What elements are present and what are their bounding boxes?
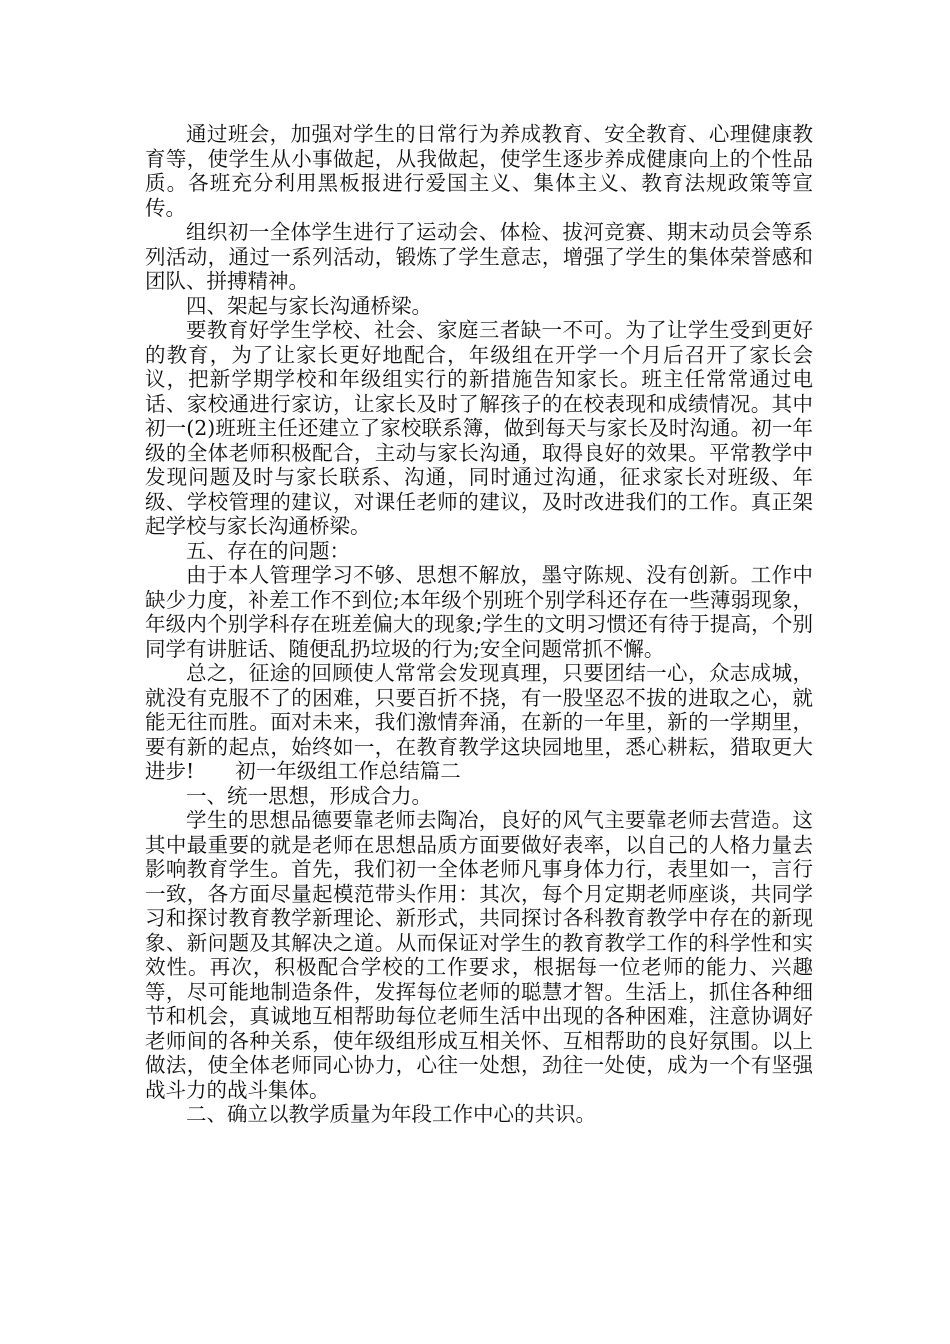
section-heading-teaching-quality: 二、确立以教学质量为年段工作中心的共识。 <box>186 1102 596 1126</box>
section-heading-problems: 五、存在的问题： <box>186 538 350 563</box>
paragraph-summary: 总之，征途的回顾使人常常会发现真理，只要团结一心，众志成城，就没有克服不了的困难，只要百折不挠，有一股坚忍不拔的进取之心，就能无往而胜。面对未来，我们激情奔涌，在新的一年里，新的一学期里，要有新的起点，始终如一，在教育教学这块园地里，悉心耕耘，猎取更大进步! 初一年级组工作总结篇二 <box>145 661 813 783</box>
section-heading-parent-communication: 四、架起与家长沟通桥梁。 <box>186 293 432 318</box>
paragraph-parent-communication: 要教育好学生学校、社会、家庭三者缺一不可。为了让学生受到更好的教育，为了让家长更好地配合，年级组在开学一个月后召开了家长会议，把新学期学校和年级组实行的新措施告知家长。班主任常常通过电话、家校通进行家访，让家长及时了解孩子的在校表现和成绩情况。其中初一(2)班班主任还建立了家校联系簿，做到每天与家长及时沟通。初一年级的全体老师积极配合，主动与家长沟通，取得良好的效果。平常教学中发现问题及时与家长联系、沟通，同时通过沟通，征求家长对班级、年级、学校管理的建议，对课任老师的建议，及时改进我们的工作。真正架起学校与家长沟通桥梁。 <box>145 318 813 538</box>
paragraph-activities: 组织初一全体学生进行了运动会、体检、拔河竞赛、期末动员会等系列活动，通过一系列活动，锻炼了学生意志，增强了学生的集体荣誉感和团队、拼搏精神。 <box>145 220 813 293</box>
paragraph-class-meeting: 通过班会，加强对学生的日常行为养成教育、安全教育、心理健康教育等，使学生从小事做起，从我做起，使学生逐步养成健康向上的个性品质。各班充分利用黑板报进行爱国主义、集体主义、教育法规政策等宣传。 <box>145 122 813 220</box>
paragraph-problems: 由于本人管理学习不够、思想不解放，墨守陈规、没有创新。工作中缺少力度，补差工作不到位;本年级个别班个别学科还存在一些薄弱现象，年级内个别学科存在班差偏大的现象;学生的文明习惯还有待于提高，个别同学有讲脏话、随便乱扔垃圾的行为;安全问题常抓不懈。 <box>145 563 813 661</box>
document-body <box>145 122 813 1127</box>
section-heading-unify-thought: 一、统一思想，形成合力。 <box>186 783 432 808</box>
paragraph-teacher-example: 学生的思想品德要靠老师去陶冶，良好的风气主要靠老师去营造。这其中最重要的就是老师在思想品质方面要做好表率，以自己的人格力量去影响教育学生。首先，我们初一全体老师凡事身体力行，表里如一，言行一致，各方面尽量起模范带头作用：其次，每个月定期老师座谈，共同学习和探讨教育教学新理论、新形式，共同探讨各科教育教学中存在的新现象、新问题及其解决之道。从而保证对学生的教育教学工作的科学性和实效性。再次，积极配合学校的工作要求，根据每一位老师的能力、兴趣等，尽可能地制造条件，发挥每位老师的聪慧才智。生活上，抓住各种细节和机会，真诚地互相帮助每位老师生活中出现的各种困难，注意协调好老师间的各种关系，使年级组形成互相关怀、互相帮助的良好氛围。以上做法，使全体老师同心协力，心往一处想，劲往一处使，成为一个有坚强战斗力的战斗集体。 <box>145 808 813 1102</box>
